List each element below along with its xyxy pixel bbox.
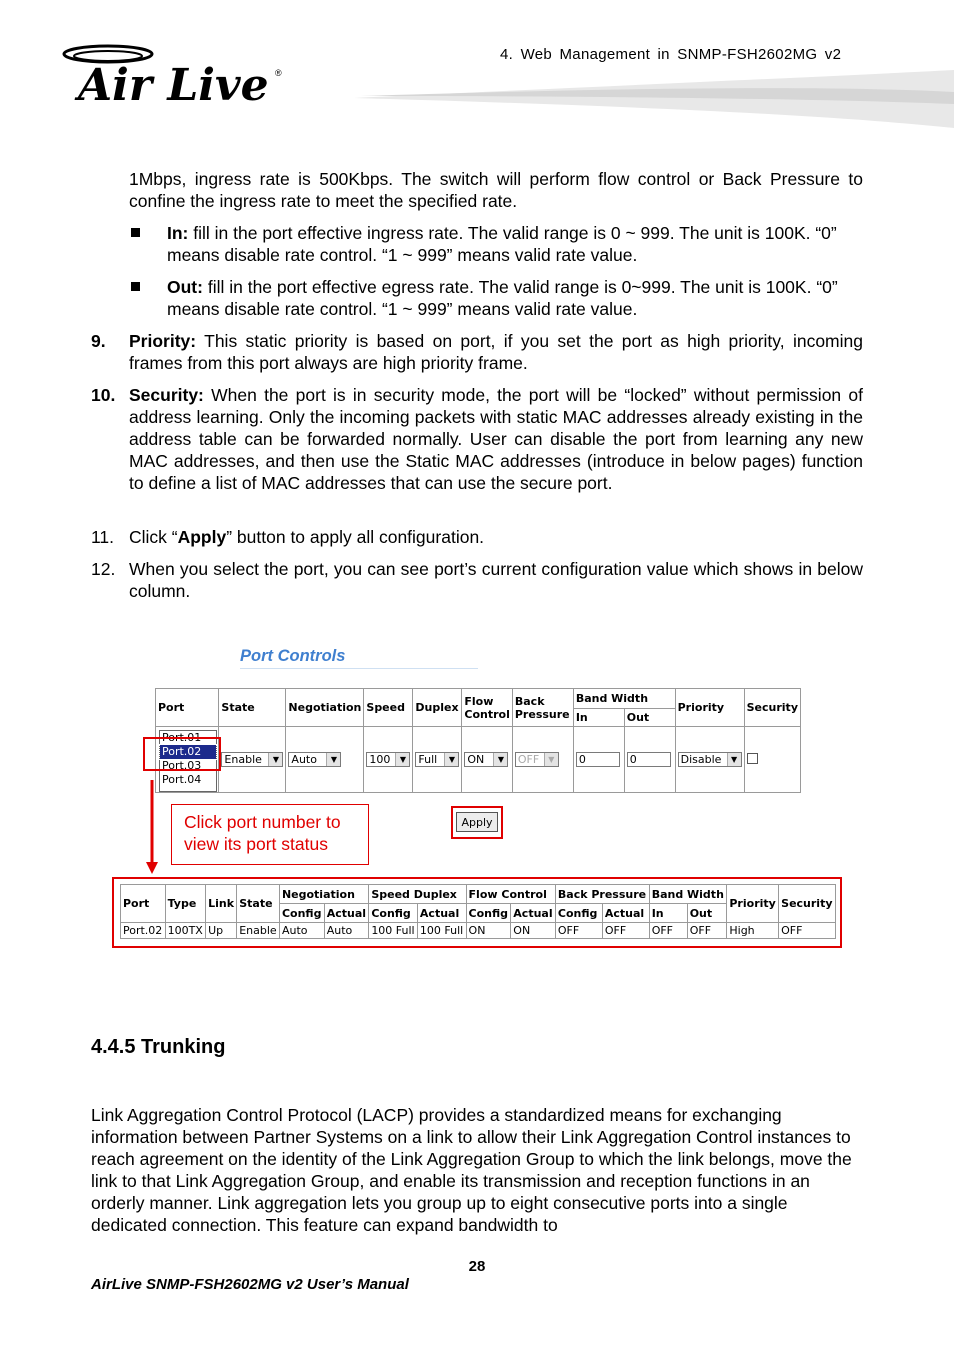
col-flow-control: Flow Control (462, 689, 512, 727)
item-priority (129, 330, 863, 374)
col-security: Security (744, 689, 800, 727)
security-checkbox[interactable] (747, 753, 758, 764)
sub-config: Config (369, 904, 418, 923)
bullet-in (167, 222, 868, 266)
cell-bw-in: OFF (649, 923, 687, 939)
port-option[interactable]: Port.01 (162, 731, 202, 744)
status-col-band-width: Band Width (649, 885, 727, 904)
port-status-table (120, 884, 836, 939)
speed-select[interactable]: 100 ▼ (366, 752, 410, 767)
sub-actual: Actual (417, 904, 466, 923)
band-width-in-input[interactable]: 0 (576, 752, 620, 767)
sub-config: Config (279, 904, 324, 923)
item-priority-text: This static priority is based on port, if you set the port as high priority, incoming frames from this port always are high priority frame. (129, 331, 863, 373)
cell-fc-actual: ON (511, 923, 556, 939)
cell-sd-actual: 100 Full (417, 923, 466, 939)
col-in: In (573, 709, 624, 727)
chevron-down-icon: ▼ (268, 753, 282, 766)
cell-type: 100TX (165, 923, 206, 939)
port-controls-title: Port Controls (240, 647, 346, 665)
port-option[interactable]: Port.03 (162, 759, 202, 772)
status-col-back-pressure: Back Pressure (555, 885, 649, 904)
sub-in: In (649, 904, 687, 923)
svg-text:®: ® (275, 68, 282, 78)
negotiation-select[interactable]: Auto ▼ (288, 752, 341, 767)
item-select-port: When you select the port, you can see port’s current configuration value which shows in below column. (129, 559, 863, 601)
duplex-select[interactable]: Full ▼ (415, 752, 459, 767)
col-out: Out (624, 709, 675, 727)
callout-line: Click port number to (184, 812, 341, 832)
port-option-selected[interactable]: Port.02 (160, 745, 216, 759)
item-number: 9. (91, 331, 106, 351)
flow-control-select[interactable]: ON ▼ (464, 752, 508, 767)
cell-neg-actual: Auto (324, 923, 369, 939)
cell-fc-config: ON (466, 923, 511, 939)
bullet-square (131, 228, 140, 237)
col-negotiation: Negotiation (286, 689, 364, 727)
sub-out: Out (687, 904, 727, 923)
status-col-priority: Priority (727, 885, 779, 923)
chevron-down-icon: ▼ (493, 753, 507, 766)
state-select[interactable]: Enable ▼ (221, 752, 283, 767)
status-col-negotiation: Negotiation (279, 885, 368, 904)
status-col-port: Port (121, 885, 166, 923)
status-col-state: State (237, 885, 280, 923)
item-number: 12. (91, 559, 116, 579)
item-priority-term: Priority: (129, 331, 197, 351)
cell-bp-config: OFF (555, 923, 602, 939)
bullet-in-text: fill in the port effective ingress rate. The valid range is 0 ~ 999. The unit is 100K. “0” means disable rate control. “1 ~ 999” means valid rate value. (167, 223, 837, 265)
item-security-term: Security: (129, 385, 204, 405)
cell-bw-out: OFF (687, 923, 727, 939)
chevron-down-icon: ▼ (444, 753, 458, 766)
status-col-speed-duplex: Speed Duplex (369, 885, 466, 904)
band-width-out-input[interactable]: 0 (627, 752, 671, 767)
item-apply: Click “Apply” button to apply all configuration. (129, 527, 485, 547)
bullet-in-term: In: (167, 223, 189, 243)
arrow-down-icon (144, 780, 160, 876)
item-number: 10. (91, 385, 116, 405)
chevron-down-icon: ▼ (544, 753, 558, 766)
table-row (121, 923, 836, 939)
port-option[interactable]: Port.04 (162, 773, 202, 786)
apply-button[interactable]: Apply (456, 812, 498, 832)
item-number: 11. (91, 527, 115, 547)
cell-port: Port.02 (121, 923, 166, 939)
bullet-out-text: fill in the port effective egress rate. The valid range is 0~999. The unit is 100K. “0” means disable rate control. “1 ~ 999” means valid rate value. (167, 277, 838, 319)
chevron-down-icon: ▼ (727, 753, 741, 766)
col-priority: Priority (675, 689, 744, 727)
sub-config: Config (466, 904, 511, 923)
cell-sd-config: 100 Full (369, 923, 418, 939)
sub-actual: Actual (602, 904, 649, 923)
chevron-down-icon: ▼ (395, 753, 409, 766)
chevron-down-icon: ▼ (326, 753, 340, 766)
callout-line: view its port status (184, 834, 328, 854)
cell-neg-config: Auto (279, 923, 324, 939)
sub-actual: Actual (324, 904, 369, 923)
cell-link: Up (206, 923, 237, 939)
cell-priority: High (727, 923, 779, 939)
item-apply-term: Apply (177, 527, 227, 547)
status-col-security: Security (779, 885, 836, 923)
priority-select[interactable]: Disable ▼ (678, 752, 742, 767)
status-col-type: Type (165, 885, 206, 923)
col-back-pressure: Back Pressure (512, 689, 573, 727)
header-title: 4. Web Management in SNMP-FSH2602MG v2 (500, 46, 842, 63)
footer-text: AirLive SNMP-FSH2602MG v2 User’s Manual (91, 1276, 409, 1293)
title-underline (240, 668, 478, 669)
bullet-square (131, 282, 140, 291)
item-security-text: When the port is in security mode, the port will be “locked” without permission of address learning. Only the incoming packets with static MAC addresses already existing in the address table can be forwarded normally. User can disable the port from learning any new MAC addresses, and then use the Static MAC addresses (introduce in below pages) function to define a list of MAC addresses that can use the secure port. (129, 385, 863, 493)
port-controls-table (155, 688, 801, 793)
port-highlight-box (143, 737, 221, 771)
status-col-link: Link (206, 885, 237, 923)
logo-wordmark: Air Live (78, 60, 269, 106)
cell-bp-actual: OFF (602, 923, 649, 939)
status-col-flow-control: Flow Control (466, 885, 555, 904)
cell-security: OFF (779, 923, 836, 939)
airlive-logo (60, 40, 290, 111)
bullet-out-term: Out: (167, 277, 203, 297)
back-pressure-select[interactable]: OFF ▼ (515, 752, 559, 767)
callout-box (171, 804, 369, 865)
page-number: 28 (468, 1258, 486, 1275)
section-heading: 4.4.5 Trunking (91, 1036, 226, 1058)
col-state: State (219, 689, 286, 727)
intro-paragraph: 1Mbps, ingress rate is 500Kbps. The switch will perform flow control or Back Pressure to confine the ingress rate to meet the specified rate. (129, 169, 863, 211)
col-band-width: Band Width (573, 689, 675, 709)
bullet-out (167, 276, 868, 320)
item-security (129, 384, 863, 494)
sub-actual: Actual (511, 904, 556, 923)
col-port: Port (156, 689, 219, 727)
sub-config: Config (555, 904, 602, 923)
col-duplex: Duplex (413, 689, 462, 727)
trunking-paragraph: Link Aggregation Control Protocol (LACP) provides a standardized means for exchanging information between Partner Systems on a link to allow their Link Aggregation Control instances to reach agreement on the identity of the Link Aggregation Group to which the link belongs, move the link to that Link Aggregation Group, and enable its transmission and reception functions in an orderly manner. Link aggregation lets you group up to eight consecutive ports into a single dedicated connection. This feature can expand bandwidth to (91, 1105, 852, 1235)
col-speed: Speed (364, 689, 413, 727)
cell-state: Enable (237, 923, 280, 939)
